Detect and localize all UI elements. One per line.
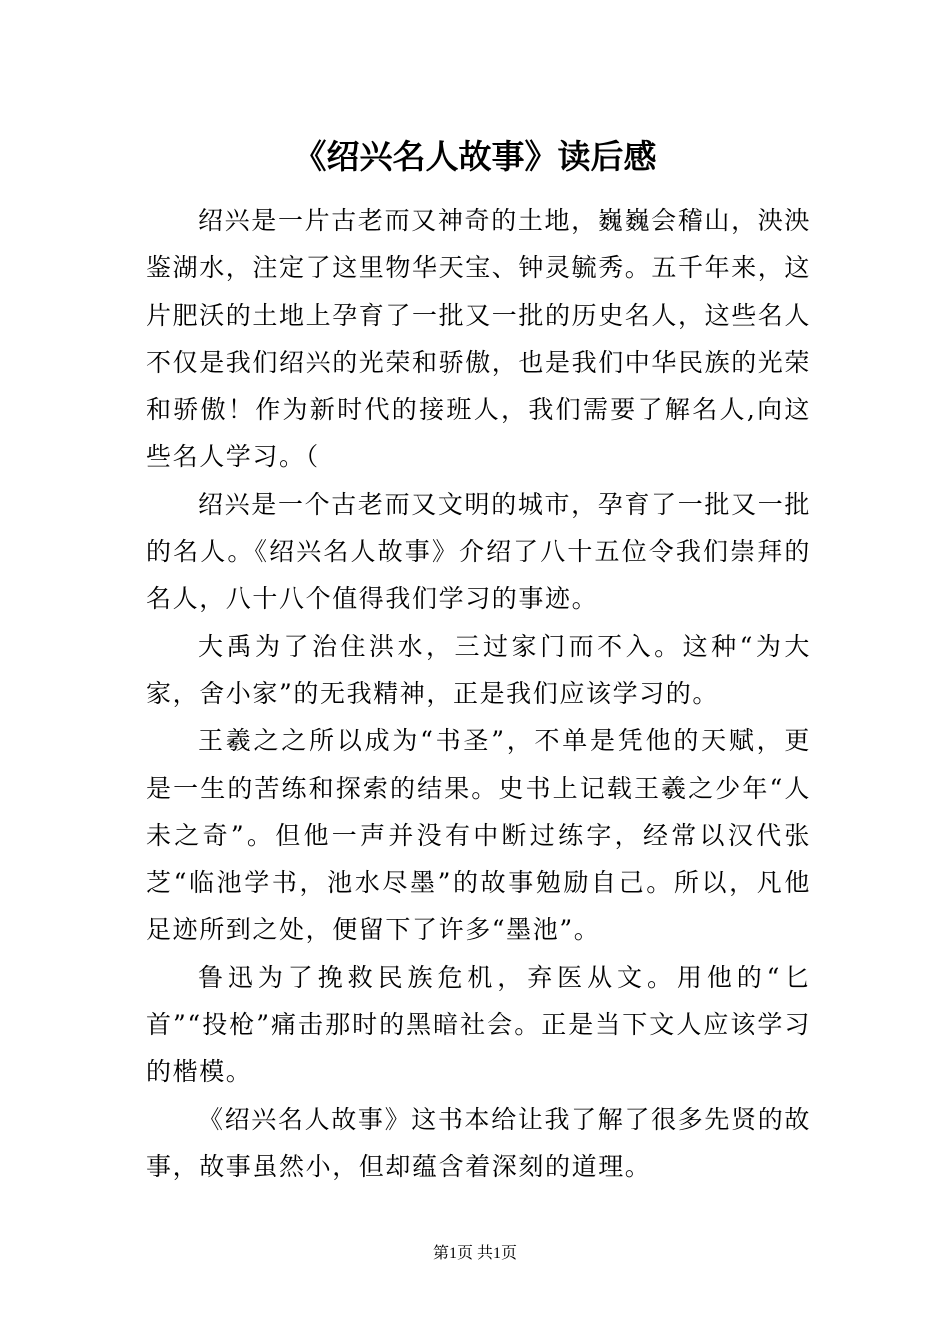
page-footer: 第1页 共1页 <box>432 1245 517 1262</box>
document-title: 《绍兴名人故事》读后感 <box>293 137 657 176</box>
paragraph-4: 王羲之之所以成为“书圣”，不单是凭他的天赋，更是一生的苦练和探索的结果。史书上记载王羲之少年“人未之奇”。但他一声并没有中断过练字，经常以汉代张芝“临池学书，池水尽墨”的故事勉励自己。所以，凡他足迹所到之处，便留下了许多“墨池”。 <box>146 726 811 945</box>
paragraph-5: 鲁迅为了挽救民族危机，弃医从文。用他的“匕首”“投枪”痛击那时的黑暗社会。正是当下文人应该学习的楷模。 <box>146 962 811 1087</box>
paragraph-1: 绍兴是一片古老而又神奇的土地，巍巍会稽山，泱泱鉴湖水，注定了这里物华天宝、钟灵毓秀。五千年来，这片肥沃的土地上孕育了一批又一批的历史名人，这些名人不仅是我们绍兴的光荣和骄傲，也是我们中华民族的光荣和骄傲！作为新时代的接班人，我们需要了解名人,向这些名人学习。（ <box>146 206 812 472</box>
paragraph-2: 绍兴是一个古老而又文明的城市，孕育了一批又一批的名人。《绍兴名人故事》介绍了八十五位令我们崇拜的名人，八十八个值得我们学习的事迹。 <box>146 489 811 614</box>
paragraph-6: 《绍兴名人故事》这书本给让我了解了很多先贤的故事，故事虽然小，但却蕴含着深刻的道理。 <box>146 1104 811 1181</box>
paragraph-3: 大禹为了治住洪水，三过家门而不入。这种“为大家，舍小家”的无我精神，正是我们应该学习的。 <box>146 631 811 708</box>
document-body <box>146 197 811 1190</box>
